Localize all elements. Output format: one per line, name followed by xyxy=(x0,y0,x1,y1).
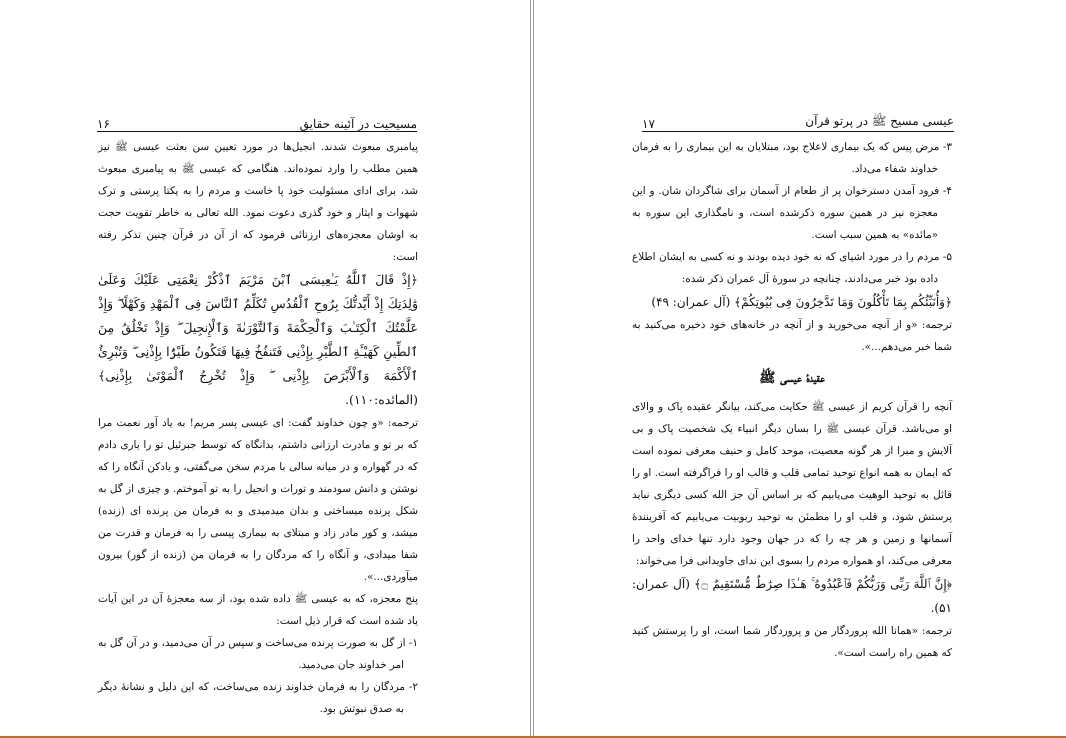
list-item: ۴- فرود آمدن دسترخوان پر از طعام از آسمان برای شاگردان شان. و این معجزه نیز در همین سوره ذکرشده است، و نامگذاری این سوره به «مائده» به همین سبب است. xyxy=(632,185,952,241)
translation-paragraph: ترجمه: «و از آنچه می‌خورید و از آنچه در خانه‌های خود ذخیره می‌کنید به شما خبر می‌دهم...». xyxy=(632,319,952,353)
page-body xyxy=(632,136,952,664)
paragraph: آنچه را قرآن کریم از عیسی ﷺ حکایت می‌کند، بیانگر عقیده پاک و والای او می‌باشد. قرآن عیسی ﷺ را بسان دیگر انبیاء یک شخصیت پاک و بی آلایش و مبرا از هر گونه معصیت، موحد کامل و حنیف معرفی نموده است که ایمان به همه انواع توحید تمامی قلب و قالب او را فراگرفته است. او را قائل به توحید الوهیت می‌یابیم که بر اساس آن جز الله کسی دیگری نباید پرستش شود، و قلب او را مطمئن به توحید ربوبیت می‌یابیم که آفرینندهٔ آسمانها و زمین و هر چه را که در جهان وجود دارد تنها خدای واحد را معرفی می‌کند، او همواره مردم را بسوی این ندای جاویدانی فرا می‌خواند: xyxy=(632,401,952,567)
list-item: ۵- مردم را در مورد اشیای که نه خود دیده بودند و نه کسی به ایشان اطلاع داده بود خبر می‌دادند، چنانچه در سورهٔ آل عمران ذکر شده: xyxy=(632,251,952,285)
page-header xyxy=(97,113,417,132)
paragraph: پنج معجزه، که به عیسی ﷺ داده شده بود، از سه معجزهٔ آن در این آیات یاد شده است که قرار ذیل است: xyxy=(98,593,418,627)
translation-paragraph: ترجمه: «همانا الله پروردگار من و پروردگار شما است، او را پرستش کنید که همین راه راست است». xyxy=(632,625,952,659)
translation-paragraph: ترجمه: «و چون خداوند گفت: ای عیسی پسر مریم! به یاد آور نعمت مرا که بر تو و مادرت ارزانی داشتم، بدانگاه که توسط جبرئیل تو را یاری دادم که در گهواره و در میانه سالی با مردم سخن می‌گفتی، و یادکن آنگاه را که نوشتن و دانش سودمند و تورات و انجیل را به تو آموختم. و چیزی از گل به شکل پرنده میساختی و بدان میدمیدی و به فرمان من پرنده ای (زنده) میشد، و کور مادر زاد و مبتلای به بیماری پیسی را به فرمان و قدرت من شفا میدادی، و آنگاه را که مردگان را به فرمان من (زنده از گور) بیرون میآوردی...». xyxy=(98,417,418,583)
page-body xyxy=(98,136,418,720)
list-item: ۳- مرض پیس که یک بیماری لاعلاج بود، مبتلایان به این بیماری را به فرمان خداوند شفاء می‌داد. xyxy=(632,141,952,175)
running-title: عیسی مسیح ﷺ در پرتو قرآن xyxy=(805,114,954,128)
quran-verse: ﴿إِذْ قَالَ ٱللَّهُ يَـٰعِيسَى ٱبْنَ مَرْيَمَ ٱذْكُرْ نِعْمَتِى عَلَيْكَ وَعَلَىٰ وَٰلِدَتِكَ إِذْ أَيَّدتُّكَ بِرُوحِ ٱلْقُدُسِ تُكَلِّمُ ٱلنَّاسَ فِى ٱلْمَهْدِ وَكَهْلًا ۖ وَإِذْ عَلَّمْتُكَ ٱلْكِتَـٰبَ وَٱلْحِكْمَةَ وَٱلتَّوْرَىٰةَ وَٱلْإِنجِيلَ ۖ وَإِذْ تَخْلُقُ مِنَ ٱلطِّينِ كَهَيْـَٔةِ ٱلطَّيْرِ بِإِذْنِى فَتَنفُخُ فِيهَا فَتَكُونُ طَيْرًۢا بِإِذْنِى ۖ وَتُبْرِئُ ٱلْأَكْمَهَ وَٱلْأَبْرَصَ بِإِذْنِى ۖ وَإِذْ تُخْرِجُ ٱلْمَوْتَىٰ بِإِذْنِى﴾ (المائده:۱۱۰). xyxy=(98,272,418,407)
page-number: ۱۶ xyxy=(97,117,110,131)
list-item: ۱- از گل به صورت پرنده می‌ساخت و سپس در آن می‌دمید، و در آن گل به امر خداوند جان می‌دمید. xyxy=(98,637,418,671)
list-item: ۲- مردگان را به فرمان خداوند زنده می‌ساخت، که این دلیل و نشانهٔ دیگر به صدق نبوتش بود. xyxy=(98,681,418,715)
left-page xyxy=(0,0,530,736)
page-header xyxy=(642,113,954,132)
page-number: ۱۷ xyxy=(642,117,655,131)
quran-verse: ﴿إِنَّ ٱللَّهَ رَبِّى وَرَبُّكُمْ فَٱعْبُدُوهُ ۚ هَـٰذَا صِرَٰطٌ مُّسْتَقِيمٌ ۝﴾ (آل عمران: ۵۱). xyxy=(632,577,952,615)
running-title: مسیحیت در آئینه حقایق xyxy=(299,117,417,131)
quran-verse: ﴿وَأُنَبِّئُكُم بِمَا تَأْكُلُونَ وَمَا تَدَّخِرُونَ فِى بُيُوتِكُمْ﴾ (آل عمران: ۴۹) xyxy=(651,295,952,309)
paragraph: پیامبری مبعوث شدند. انجیل‌ها در مورد تعیین سن بعثت عیسی ﷺ نیز همین مطلب را وارد نموده‌اند. هنگامی که عیسی ﷺ به پیامبری مبعوث شد، برای ادای مسئولیت خود پا خاست و مردم را به یکتا پرستی و ترک شهوات و ایثار و خود گذری دعوت نمود. الله تعالی به خاطر تقویت حجت به اوشان معجزه‌های ارزنائی فرمود که از آن در قرآن چنین تذکر رفته است: xyxy=(98,141,418,263)
section-heading: عقیدهٔ عیسی ﷺ xyxy=(759,370,825,386)
right-page xyxy=(534,0,1066,736)
